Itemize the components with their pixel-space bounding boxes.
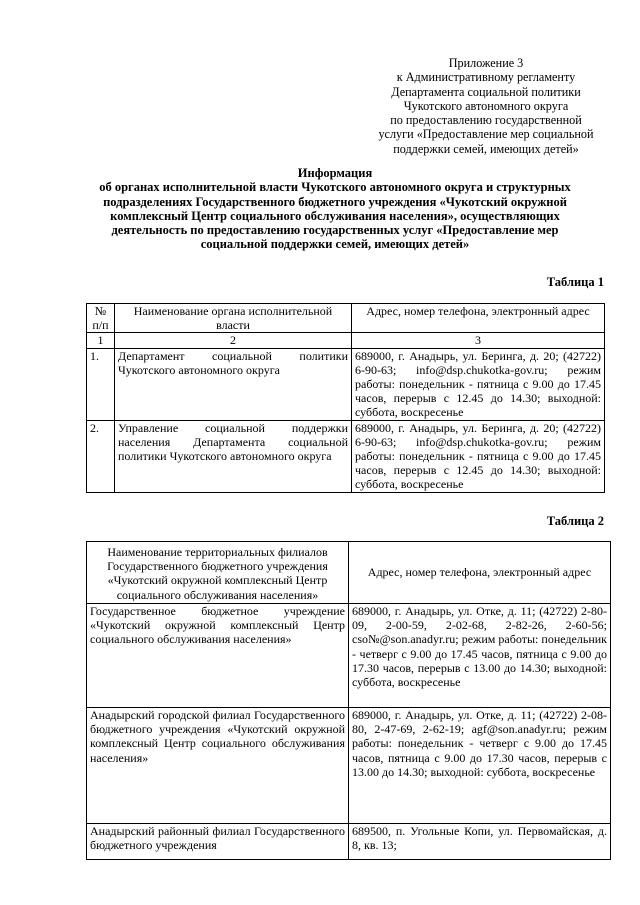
branch-address: 689000, г. Анадырь, ул. Отке, д. 11; (42722) 2-80-09, 2-00-59, 2-02-68, 2-82-26, 2-60-56; cso№@son.anadyr.ru; режим работы: понедельник - четверг с 9.00 до 17.45 часов, пятница с 9.00 до 17.30 часов, перерыв с 13.00 до 14.30; выходной: суббота, воскресенье (349, 604, 611, 708)
appendix-line: Департамента социальной политики (391, 84, 581, 99)
table-row (87, 420, 605, 492)
table-row (87, 348, 605, 420)
table1-colnum: 2 (115, 333, 352, 348)
agency-name: Департамент социальной политики Чукотского автономного округа (115, 348, 352, 420)
table2-header-row (87, 542, 611, 604)
appendix-line: по предоставлению государственной (390, 113, 582, 128)
appendix-header (365, 56, 607, 156)
branch-address: 689000, г. Анадырь, ул. Отке, д. 11; (42722) 2-08-80, 2-47-69, 2-62-19; agf@son.anadyr.ru; режим работы: понедельник - четверг с 9.00 до 17.45 часов, пятница с 9.00 до 17.30 часов, перерыв с 13.00 до 14.30; выходной: суббота, воскресенье (349, 708, 611, 824)
table1-header-address: Адрес, номер телефона, электронный адрес (352, 304, 605, 333)
information-title: Информация (297, 166, 373, 180)
table-row (87, 604, 611, 708)
table1 (86, 303, 605, 493)
information-line: об органах исполнительной власти Чукотского автономного округа и структурных (99, 180, 571, 195)
table2 (86, 541, 611, 860)
table1-colnum-row (87, 333, 605, 348)
table-row (87, 824, 611, 860)
table1-colnum: 3 (352, 333, 605, 348)
table1-header-row (87, 304, 605, 333)
branch-address: 689500, п. Угольные Копи, ул. Первомайская, д. 8, кв. 13; (349, 824, 611, 860)
information-heading (50, 166, 620, 252)
table1-header-num: № п/п (87, 304, 115, 333)
information-line: социальной поддержки семей, имеющих детей» (200, 237, 470, 252)
information-line: подразделениях Государственного бюджетного учреждения «Чукотский окружной (103, 194, 567, 209)
table2-header-name: Наименование территориальных филиалов Государственного бюджетного учреждения «Чукотский окружной комплексный Центр социального обслуживания населения» (87, 542, 349, 604)
table1-header-name: Наименование органа исполнительной власти (115, 304, 352, 333)
table1-caption: Таблица 1 (546, 275, 604, 289)
information-line: деятельность по предоставлению государственных услуг «Предоставление мер (111, 223, 559, 238)
branch-name: Анадырский городской филиал Государственного бюджетного учреждения «Чукотский окружной комплексный Центр социального обслуживания населения» (87, 708, 349, 824)
row-number: 2. (87, 420, 115, 492)
agency-address: 689000, г. Анадырь, ул. Беринга, д. 20; (42722) 6-90-63; info@dsp.chukotka-gov.ru; режим работы: понедельник - пятница с 9.00 до 17.45 часов, перерыв с 12.45 до 14.30; выходной: суббота, воскресенье (352, 348, 605, 420)
appendix-line: к Административному регламенту (396, 70, 576, 85)
appendix-line: услуги «Предоставление мер социальной (378, 127, 594, 142)
branch-name: Государственное бюджетное учреждение «Чукотский окружной комплексный Центр социального обслуживания населения» (87, 604, 349, 708)
row-number: 1. (87, 348, 115, 420)
information-line: комплексный Центр социального обслуживания населения», осуществляющих (110, 208, 560, 223)
appendix-line: Чукотского автономного округа (403, 98, 569, 113)
table1-colnum: 1 (87, 333, 115, 348)
agency-address: 689000, г. Анадырь, ул. Беринга, д. 20; (42722) 6-90-63; info@dsp.chukotka-gov.ru; режим работы: понедельник - пятница с 9.00 до 17.45 часов, перерыв с 12.45 до 14.30; выходной: суббота, воскресенье (352, 420, 605, 492)
agency-name: Управление социальной поддержки населения Департамента социальной политики Чукотского автономного округа (115, 420, 352, 492)
appendix-line: поддержки семей, имеющих детей» (393, 141, 579, 156)
table2-caption: Таблица 2 (546, 514, 604, 528)
branch-name: Анадырский районный филиал Государственного бюджетного учреждения (87, 824, 349, 860)
table-row (87, 708, 611, 824)
table2-header-address: Адрес, номер телефона, электронный адрес (349, 542, 611, 604)
appendix-line: Приложение 3 (448, 56, 524, 70)
